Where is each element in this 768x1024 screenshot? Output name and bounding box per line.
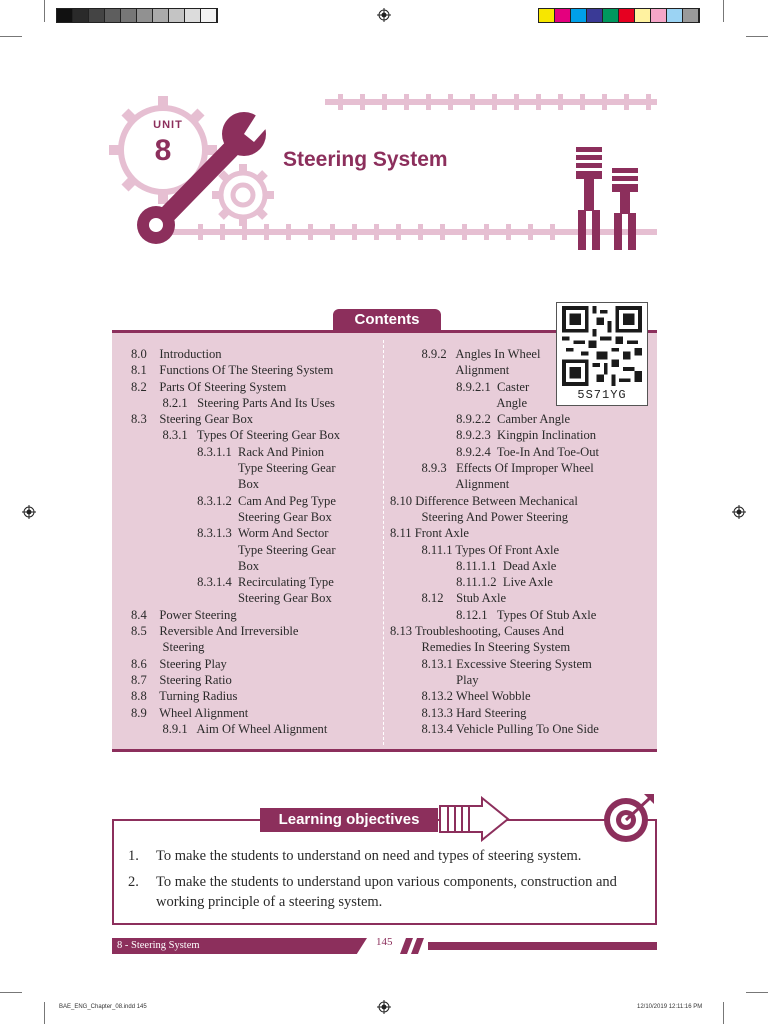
contents-entry: 8.9 Wheel Alignment [131, 705, 249, 720]
contents-heading: Contents [333, 309, 441, 331]
contents-entry: 8.9.2 Angles In Wheel [390, 347, 541, 361]
crop-mark [746, 36, 768, 37]
crop-mark [0, 36, 22, 37]
contents-entry: 8.3.1.4 Recirculating Type [131, 575, 334, 590]
unit-number: 8 [154, 134, 172, 167]
qr-code-icon[interactable] [562, 306, 642, 386]
contents-entry: Remedies In Steering System [390, 640, 571, 655]
contents-entry: 8.9.2.2 Camber Angle [390, 412, 571, 427]
registration-mark-icon [732, 505, 746, 519]
contents-entry: 8.12 Stub Axle [390, 591, 507, 606]
contents-entry: Alignment [390, 363, 510, 378]
chapter-title: Steering System [283, 148, 448, 171]
footer-rule [428, 942, 657, 950]
contents-entry: Steering [131, 640, 205, 655]
contents-entry: 8.6 Steering Play [131, 656, 227, 671]
objective-text: To make the students to understand on need and types of steering system. [156, 848, 582, 864]
contents-entry: 8.9.3 Effects Of Improper Wheel [390, 461, 594, 476]
contents-entry: 8.9.2.1 Caster [390, 379, 530, 394]
contents-entry: Play [390, 672, 479, 687]
contents-column-divider [383, 340, 384, 745]
footer-chapter-label: 8 - Steering System [117, 940, 200, 951]
contents-entry: 8.9.2.4 Toe-In And Toe-Out [390, 444, 600, 459]
contents-entry: Type Steering Gear [131, 542, 336, 557]
objective-text: To make the students to understand upon various components, construction and working principle of a steering system. [156, 874, 617, 910]
contents-entry: 8.13.3 Hard Steering [390, 705, 527, 720]
color-bar [538, 8, 700, 23]
contents-entry: 8.11.1.2 Live Axle [390, 575, 553, 590]
unit-label: UNIT [153, 119, 183, 131]
contents-entry: 8.1 Functions Of The Steering System [131, 363, 334, 378]
crop-mark [44, 0, 45, 22]
contents-entry: 8.13.1 Excessive Steering System [390, 656, 592, 671]
contents-entry: 8.10 Difference Between Mechanical [390, 493, 578, 508]
objective-number: 1. [128, 848, 139, 864]
contents-entry: 8.13.2 Wheel Wobble [390, 689, 531, 704]
objective-number: 2. [128, 874, 139, 890]
crop-mark [723, 1002, 724, 1024]
crop-mark [746, 992, 768, 993]
contents-entry: 8.13 Troubleshooting, Causes And [390, 624, 564, 639]
contents-entry: 8.7 Steering Ratio [131, 672, 232, 687]
contents-entry: 8.2.1 Steering Parts And Its Uses [131, 395, 335, 410]
contents-left-column [131, 346, 340, 737]
contents-entry: 8.3.1.1 Rack And Pinion [131, 444, 325, 459]
registration-mark-icon [22, 505, 36, 519]
contents-entry: Type Steering Gear [131, 461, 336, 476]
contents-entry: Steering Gear Box [131, 591, 332, 606]
contents-entry: 8.3.1 Types Of Steering Gear Box [131, 428, 341, 443]
target-icon [600, 792, 656, 844]
contents-entry: 8.11.1.1 Dead Axle [390, 558, 557, 573]
learning-objectives-heading: Learning objectives [260, 808, 438, 832]
page-number: 145 [376, 936, 393, 948]
contents-entry: 8.11 Front Axle [390, 526, 469, 541]
contents-entry: 8.9.1 Aim Of Wheel Alignment [131, 721, 328, 736]
contents-entry: 8.2 Parts Of Steering System [131, 379, 287, 394]
learning-objectives-list [128, 846, 648, 918]
slug-file-label: BAE_ENG_Chapter_08.indd 145 [59, 1004, 147, 1010]
contents-entry: 8.9.2.3 Kingpin Inclination [390, 428, 597, 443]
slug-date-label: 12/10/2019 12:11:16 PM [637, 1004, 703, 1010]
arrow-icon [438, 796, 512, 842]
objective-item [128, 846, 648, 866]
crop-mark [0, 992, 22, 993]
contents-entry: 8.3.1.2 Cam And Peg Type [131, 493, 336, 508]
contents-entry: 8.3 Steering Gear Box [131, 412, 254, 427]
contents-entry: Steering Gear Box [131, 509, 332, 524]
grayscale-bar [56, 8, 218, 23]
contents-entry: 8.0 Introduction [131, 347, 222, 361]
contents-entry: 8.13.4 Vehicle Pulling To One Side [390, 721, 599, 736]
unit-header-graphic [108, 92, 668, 257]
contents-entry: 8.5 Reversible And Irreversible [131, 624, 299, 639]
contents-entry: Angle [390, 395, 528, 410]
crop-mark [723, 0, 724, 22]
registration-mark-icon [377, 1000, 391, 1014]
contents-entry: 8.11.1 Types Of Front Axle [390, 542, 560, 557]
registration-mark-icon [377, 8, 391, 22]
contents-entry: 8.4 Power Steering [131, 607, 237, 622]
contents-entry: 8.3.1.3 Worm And Sector [131, 526, 329, 541]
objective-item [128, 872, 648, 912]
contents-entry: 8.12.1 Types Of Stub Axle [390, 607, 597, 622]
contents-entry: Steering And Power Steering [390, 509, 569, 524]
contents-entry: 8.8 Turning Radius [131, 689, 238, 704]
contents-entry: Box [131, 558, 260, 573]
qr-code-text: 5S71YG [577, 388, 627, 402]
crop-mark [44, 1002, 45, 1024]
contents-entry: Box [131, 477, 260, 492]
contents-entry: Alignment [390, 477, 510, 492]
footer-slash-decoration [400, 938, 426, 954]
